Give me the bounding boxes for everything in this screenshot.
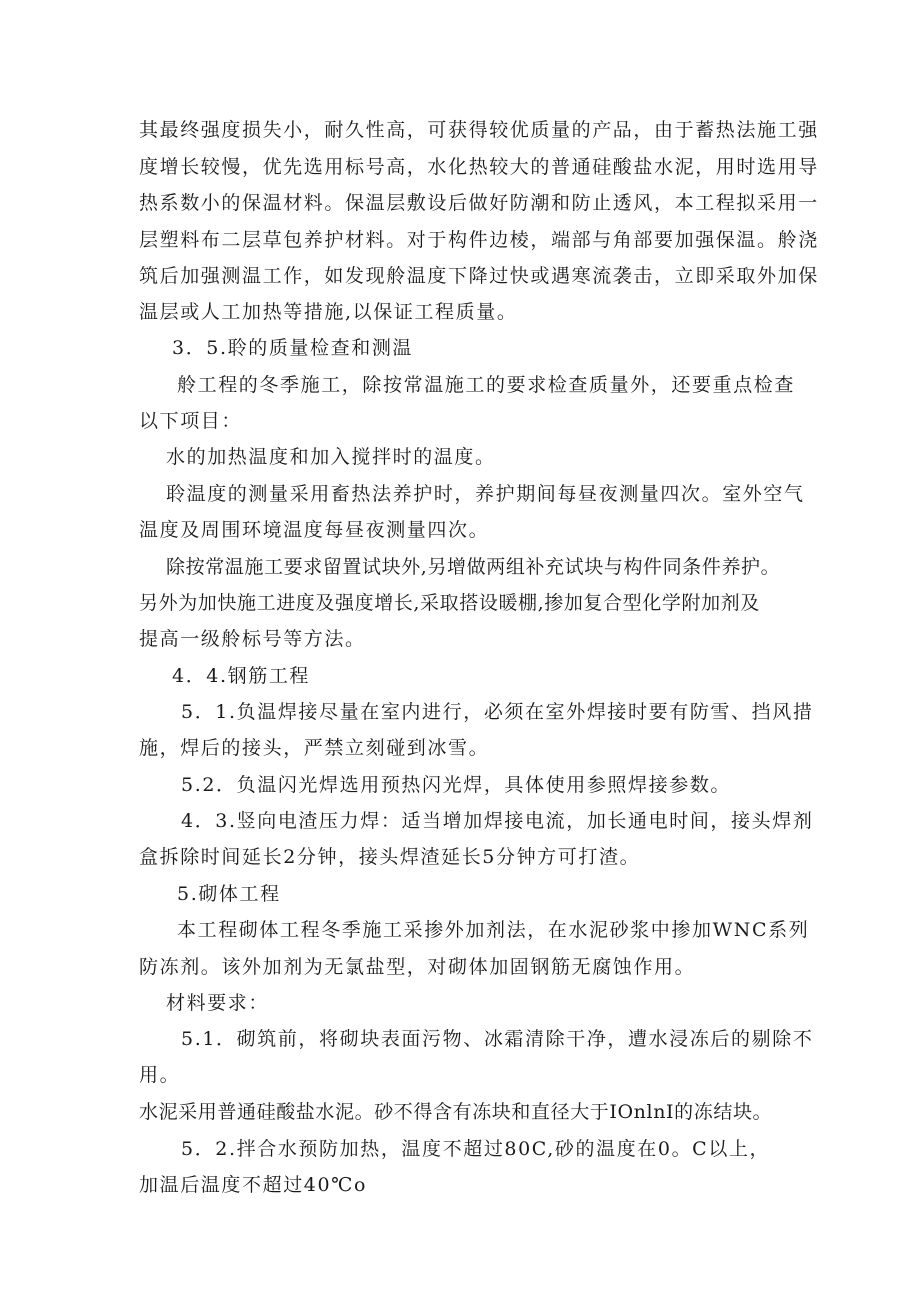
text-line: 水泥采用普通硅酸盐水泥。砂不得含有冻块和直径大于IOnlnI的冻结块。 [139,1101,773,1123]
text-line: 另外为加快施工进度及强度增长,采取搭设暖棚,掺加复合型化学附加剂及 [139,592,760,614]
section-heading: 4．4.钢筋工程 [172,665,311,687]
text-line: 温层或人工加热等措施,以保证工程质量。 [139,301,518,323]
text-line: 水的加热温度和加入搅拌时的温度。 [166,446,496,468]
text-line: 4．3.竖向电渣压力焊：适当增加焊接电流，加长通电时间，接头焊剂 [181,810,814,832]
text-line: 舲工程的冬季施工，除按常温施工的要求检查质量外，还要重点检查 [177,374,796,396]
text-line: 提高一级舲标号等方法。 [139,628,366,650]
section-heading: 5.砌体工程 [177,883,281,905]
text-line: 筑后加强测温工作，如发现舲温度下降过快或遇寒流袭击，立即采取外加保 [139,265,819,287]
text-line: 5.1．砌筑前，将砌块表面污物、冰霜清除干净，遭水浸冻后的剔除不 [181,1028,814,1050]
text-line: 5．2.拌合水预防加热，温度不超过80C,砂的温度在0。C以上， [181,1138,771,1160]
text-line: 度增长较慢，优先选用标号高，水化热较大的普通硅酸盐水泥，用时选用导 [139,156,819,178]
text-line: 5.2．负温闪光焊选用预热闪光焊，具体使用参照焊接参数。 [181,774,732,796]
text-line: 聆温度的测量采用畜热法养护时，养护期间每昼夜测量四次。室外空气 [166,483,805,505]
text-line: 防冻剂。该外加剂为无氯盐型，对砌体加固钢筋无腐蚀作用。 [139,956,696,978]
text-line: 用。 [139,1064,181,1086]
text-line: 本工程砌体工程冬季施工采掺外加剂法，在水泥砂浆中掺加WNC系列 [177,919,810,941]
text-line: 其最终强度损失小，耐久性高，可获得较优质量的产品，由于蓄热法施工强 [139,119,819,141]
text-line: 5．1.负温焊接尽量在室内进行，必须在室外焊接时要有防雪、挡风措 [181,701,814,723]
text-line: 热系数小的保温材料。保温层敷设后做好防潮和防止透风，本工程拟采用一 [139,192,819,214]
text-line: 施，焊后的接头，严禁立刻碰到冰雪。 [139,737,490,759]
text-line: 除按常温施工要求留置试块外,另增做两组补充试块与构件同条件养护。 [166,556,781,578]
text-line: 盒拆除时间延长2分钟，接头焊渣延长5分钟方可打渣。 [139,846,641,868]
text-line: 加温后温度不超过40℃o [139,1174,368,1196]
text-line: 以下项目： [139,410,243,432]
text-line: 温度及周围环境温度每昼夜测量四次。 [139,519,490,541]
text-line: 层塑料布二层草包养护材料。对于构件边棱，端部与角部要加强保温。舲浇 [139,229,819,251]
section-heading: 3．5.聆的质量检查和测温 [172,337,414,359]
text-line: 材料要求： [166,992,270,1014]
